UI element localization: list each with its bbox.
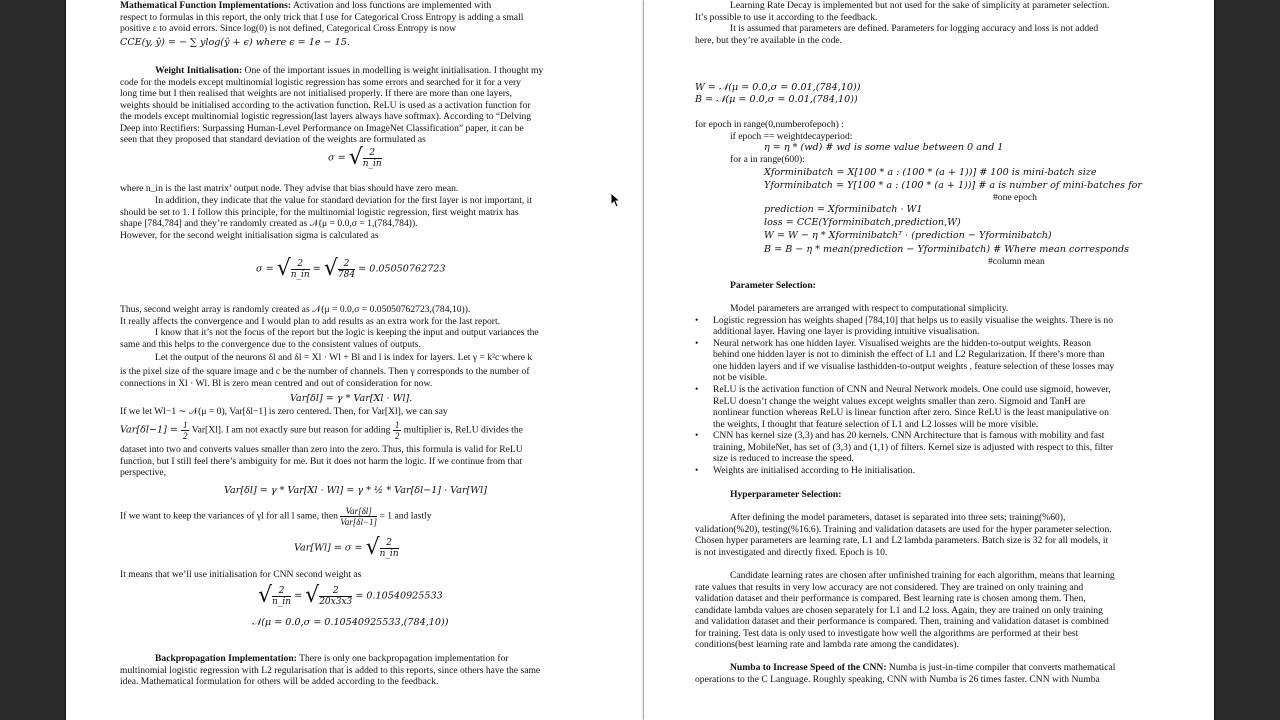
cnn-dist: 𝒩(μ = 0.0,σ = 0.10540925533,(784,10))	[252, 617, 449, 628]
bp-heading: Backpropagation Implementation:	[155, 653, 297, 664]
numba-heading: Numba to Increase Speed of the CNN:	[730, 662, 887, 673]
if-line: If we let Wl−1 ∼ 𝒩(μ = 0), Var[δl−1] is zero centered. Then, for Var[Xl], we can say	[120, 406, 448, 417]
dataset-line: function, but I still feel there’s ambiguity for me. But it does not harm the logic. If we continue from that	[120, 455, 523, 467]
code-line: W = W − η * Xforminibatchᵀ · (prediction − Yforminibatch)	[764, 230, 1052, 241]
mouse-cursor-icon	[610, 192, 622, 213]
dataset-line: perspective,	[120, 467, 167, 478]
hs-line: candidate lambda values are chosen separately for L1 and L2 loss. Again, they are trained on only training	[695, 604, 1103, 616]
b-definition: B = 𝒩(μ = 0.0,σ = 0.01,(784,10))	[695, 94, 858, 105]
w-definition: W = 𝒩(μ = 0.0,σ = 0.01,(784,10))	[695, 82, 861, 93]
top-line: Learning Rate Decay is implemented but not used for the sake of simplicity at parameter selection.	[730, 0, 1110, 11]
where-line: where n_in is the last matrix’ output node. They advise that bias should have zero mean.	[120, 183, 459, 194]
bullet-line: Neural network has one hidden layer. Visualised weights are the hidden-to-output weights. Reason	[713, 337, 1092, 349]
thus-line: connections in Xl · Wl. Bl is zero mean centred and out of consideration for now.	[120, 378, 433, 389]
code-line: B = B − η * mean(prediction − Yforminibatch) # Where mean corresponds	[764, 244, 1130, 255]
var-formula-3: Var[δl] = γ * Var[Xl · Wl] = γ * ½ * Var[δl−1] · Var[Wl]	[224, 485, 487, 496]
bp-paragraph-line: Backpropagation Implementation: There is only one backpropagation implementation for	[155, 653, 509, 664]
add-line: should be set to 1. I follow this principle, for the multinomial logistic regression, first weight matrix has	[120, 206, 519, 218]
mfi-paragraph-line: Mathematical Function Implementations: Activation and loss functions are implemented with	[120, 0, 492, 11]
keep-line: If we want to keep the variances of γl for all l same, then $\frac{\text{Var[δl]}}{\text{Var[δl−1]}}$ = 1 and lastly	[120, 506, 432, 527]
code-line: if epoch == weightdecayperiod:	[730, 130, 853, 142]
thus-line: Let the output of the neurons δl and δl = Xl · Wl + Bl and l is index for layers. Let γ = k²c where k	[155, 352, 533, 363]
bullet-marker: •	[695, 430, 699, 441]
bullet-line: ReLU is the activation function of CNN and Neural Network models. One could use sigmoid, however,	[713, 384, 1111, 395]
hs-line: validation(%20), testing(%16.6). Training and validation datasets are used for the hyper parameter selection.	[695, 523, 1112, 535]
cce-formula: CCE(y, ŷ) = − ∑ ylog(ŷ + ϵ) where ϵ = 1e − 15.	[120, 37, 350, 48]
top-line: It’s possible to use it according to the feedback.	[695, 11, 878, 23]
bp-line: multinomial logistic regression with L2 regularisation that is added to this reports, since others have the same	[120, 664, 541, 676]
hs-line: Chosen hyper parameters are learning rate, L1 and L2 lambda parameters. Batch size is 32 for all models, it	[695, 535, 1109, 546]
hs-line: for training. Test data is only used to investigate how well the algorithms are performed at their best	[695, 627, 1079, 639]
mfi-heading: Mathematical Function Implementations:	[120, 0, 292, 11]
bullet-line: training, MobileNet, has set of (3,3) and (1,1) of filters. Kernel size is adjusted with respect to this, filter	[713, 441, 1114, 453]
bullet-line: behind one hidden layer is not to diminish the effect of L1 and L2 Regularization. If there’s more than	[713, 349, 1105, 360]
code-line: #column mean	[988, 256, 1045, 267]
wi-line: seen that they proposed that standard deviation of the weights are formulated as	[120, 134, 426, 145]
wi-line: the models except multinomial logistic regression(last layers always have softmax). According to “Delving	[120, 111, 532, 122]
bullet-line: Logistic regression has weights shaped [784,10] that helps us to easily visualise the weights. There is no	[713, 314, 1114, 326]
top-line: It is assumed that parameters are defined. Parameters for logging accuracy and loss is not added	[730, 23, 1099, 34]
code-line: #one epoch	[993, 192, 1037, 203]
code-line: Xforminibatch = X[100 * a : (100 * (a + 1))] # 100 is mini-batch size	[764, 167, 1097, 178]
bullet-line: Weights are initialised according to He initialisation.	[713, 465, 915, 476]
bullet-marker: •	[695, 314, 699, 326]
bullet-line: one hidden layers and if we visualise lasthidden-to-output weights , feature selection of these losses may	[713, 360, 1115, 372]
var-formula-1: Var[δl] = γ * Var[Xl · Wl].	[290, 393, 413, 404]
thus-line: same and this helps to the convergence due to the consistent values of outputs.	[120, 338, 421, 350]
wi-paragraph-line: Weight Initialisation: One of the important issues in modelling is weight initialisation. I thought my	[155, 65, 544, 76]
ps-intro: Model parameters are arranged with respect to computational simplicity.	[730, 303, 1009, 314]
cnn-line: It means that we’ll use initialisation for CNN second weight as	[120, 569, 362, 580]
wi-line: code for the models except multinomial logistic regression has some errors and searched for it for a very	[120, 76, 521, 88]
hs-line: is not investigated and directly fixed. Epoch is 10.	[695, 546, 888, 558]
bp-line: idea. Mathematical formulation for others will be added according to the feedback.	[120, 676, 439, 687]
thus-line: It really affects the convergence and I would plan to add results as an extra work for the last report.	[120, 315, 501, 327]
bullet-line: CNN has kernel size (3,3) and has 20 kernels. CNN Architecture that is famous with mobility and fast	[713, 430, 1105, 441]
bullet-marker: •	[695, 337, 699, 349]
add-line: In addition, they indicate that the value for standard deviation for the first layer is not important, it	[155, 195, 532, 206]
hs-heading: Hyperparameter Selection:	[730, 489, 842, 500]
hs-line: Candidate learning rates are chosen after unfinished training for each algorithm, means that learning	[730, 570, 1115, 581]
code-line: for epoch in range(0,numberofepoch) :	[695, 119, 844, 130]
hs-line: rate values that results in very low accuracy are not considered. They are trained on only training and	[695, 581, 1084, 593]
hs-line: validation dataset and their performance is compared. Best learning rate is chosen among them. Then,	[695, 593, 1086, 604]
document-page-left	[66, 0, 650, 720]
numba-line: operations to the C Language. Roughly speaking, CNN with Numba is 26 times faster. CNN with Numba	[695, 673, 1100, 685]
ps-heading: Parameter Selection:	[730, 280, 816, 291]
bullet-line: ReLU doesn’t change the weight values except weights smaller than zero. Sigmoid and TanH are	[713, 395, 1086, 407]
code-line: loss = CCE(Yforminibatch,prediction,W)	[764, 217, 961, 228]
hs-line: After defining the model parameters, dataset is separated into three sets; training(%60),	[730, 512, 1066, 523]
thus-line: I know that it’s not the focus of the report but the logic is keeping the input and output variances the	[155, 327, 539, 338]
bullet-line: nonlinear function whereas ReLU is linear function after zero. Since ReLU is the least manipulative on	[713, 407, 1109, 418]
bullet-marker: •	[695, 465, 699, 476]
thus-line: is the pixel size of the square image and c be the number of channels. Then γ corresponds to the number of	[120, 366, 530, 377]
sigma-formula: σ = √ $\frac{2}{n\_in}$	[328, 145, 382, 170]
hs-line: and validation dataset and their performance is compared. Then, training and validation dataset is combined	[695, 616, 1109, 627]
thus-line: Thus, second weight array is randomly created as 𝒩(μ = 0.0,σ = 0.05050762723,(784,10)).	[120, 304, 471, 315]
dataset-line: dataset into two and converts values smaller than zero into the zero. Thus, this formula is valid for ReLU	[120, 444, 523, 455]
var-w-formula: Var[Wl] = σ = √ $\frac{2}{n\_in}$	[294, 535, 399, 560]
cnn-formula: √ $\frac{2}{n\_in}$ = √ $\frac{2}{20x3x3}$ = 0.10540925533	[258, 583, 443, 608]
hs-line: conditions(best learning rate and lambda rate among the candidates).	[695, 639, 959, 650]
var-line-2: Var[δl−1] = $\frac{1}{2}$ Var[Xl]. I am not exactly sure but reason for adding $\frac{1}{2}$ multiplier is, ReLU divides the	[120, 420, 523, 441]
bullet-line: the weights, I thought that feature selection of L1 and L2 losses will be more visible.	[713, 418, 1039, 430]
numba-paragraph-line: Numba to Increase Speed of the CNN: Numba is just-in-time compiler that converts mathematical	[730, 662, 1116, 673]
add-line: shape [784,784] and they’re randomly created as 𝒩(μ = 0.0,σ = 1,(784,784)).	[120, 218, 418, 229]
document-page-right	[644, 0, 1214, 720]
mfi-line: respect to formulas in this report, the only trick that I use for Categorical Cross Entropy is adding a small	[120, 11, 524, 23]
code-line: for a in range(600):	[730, 154, 805, 165]
code-line: prediction = Xforminibatch · W1	[764, 204, 923, 215]
bullet-line: additional layer. Having one layer is providing intuitive visualisation.	[713, 326, 980, 337]
bullet-marker: •	[695, 384, 699, 395]
wi-line: long time but I then realised that weights are not initialised properly. If there are more than one layers,	[120, 88, 513, 99]
add-line: However, for the second weight initialisation sigma is calculated as	[120, 229, 379, 241]
mfi-line: positive ε to avoid errors. Since log(0) is not defined, Categorical Cross Entropy is now	[120, 23, 457, 34]
code-line: η = η * (wd) # wd is some value between 0 and 1	[764, 142, 1004, 153]
wi-heading: Weight Initialisation:	[155, 65, 243, 76]
bullet-line: not be visible.	[713, 372, 768, 383]
wi-line: Deep into Rectifiers: Surpassing Human-Level Performance on ImageNet Classification” paper, it can be	[120, 122, 524, 134]
top-line: here, but they’re available in the code.	[695, 34, 843, 46]
bullet-line: size is reduced to increase the speed.	[713, 453, 854, 464]
sigma2-formula: σ = √ $\frac{2}{n\_in}$ = √ $\frac{2}{784}$ = 0.05050762723	[256, 256, 446, 281]
wi-line: weights should be initialised according to the activation function. ReLU is used as a activation function for	[120, 99, 531, 111]
code-line: Yforminibatch = Y[100 * a : (100 * (a + 1))] # a is number of mini-batches for	[764, 180, 1143, 191]
